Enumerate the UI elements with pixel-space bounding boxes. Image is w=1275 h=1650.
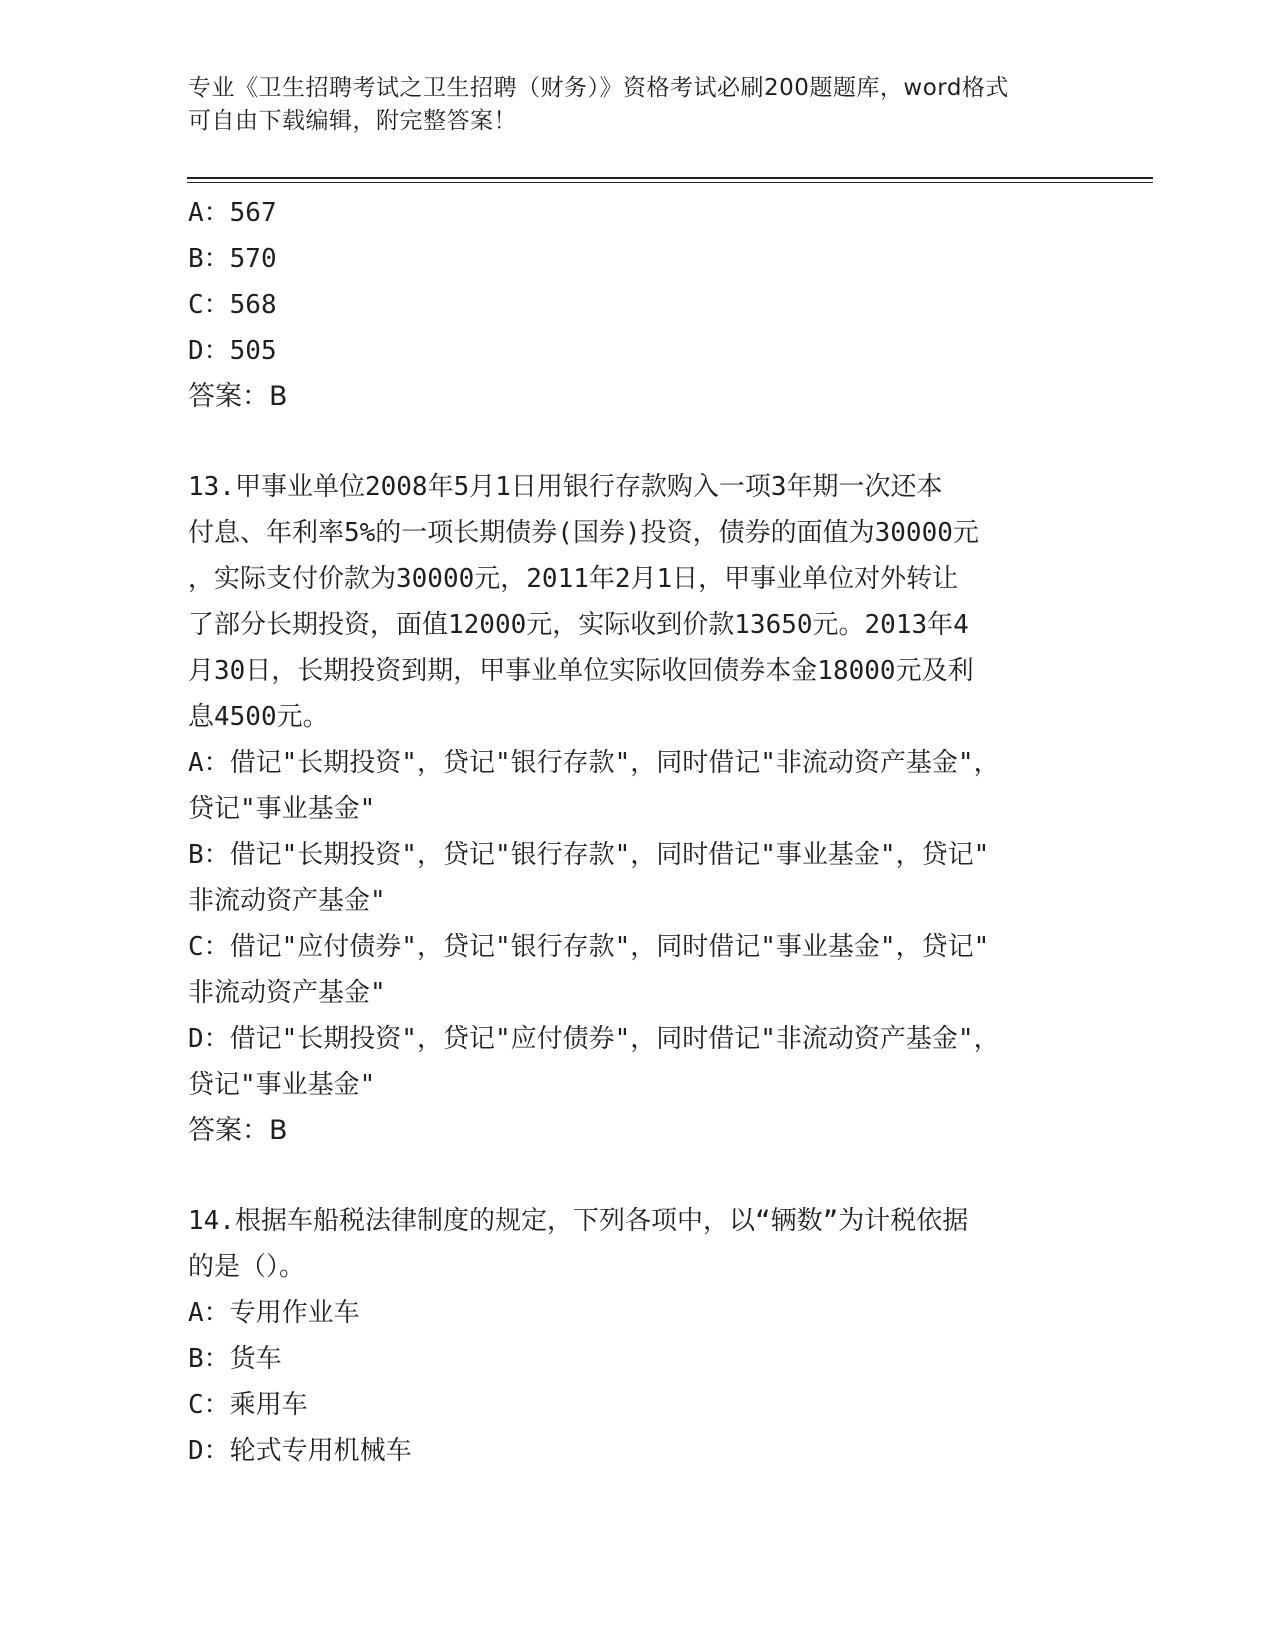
q13-option-d: D：借记"长期投资"，贷记"应付债券"，同时借记"非流动资产基金"， — [188, 1024, 1000, 1054]
q13-answer: 答案：B — [188, 1115, 288, 1146]
q13-stem-line-1: 13.甲事业单位2008年5月1日用银行存款购入一项3年期一次还本 — [188, 472, 943, 502]
question-spacer — [188, 1154, 1078, 1198]
q14-option-d: D：轮式专用机械车 — [188, 1436, 412, 1466]
question-13-block — [188, 464, 1078, 1154]
q13-stem-line-6: 息4500元。 — [188, 702, 329, 732]
q12-option-d: D：505 — [188, 336, 277, 366]
page-header — [188, 72, 1068, 138]
q12-option-a: A：567 — [188, 198, 277, 228]
q14-option-c: C：乘用车 — [188, 1390, 308, 1420]
header-divider-thin — [187, 182, 1153, 183]
header-divider-thick — [187, 177, 1153, 179]
header-title-line-2: 可自由下载编辑，附完整答案！ — [188, 108, 517, 134]
q13-option-a-cont: 贷记"事业基金" — [188, 794, 376, 824]
q13-option-a: A：借记"长期投资"，贷记"银行存款"，同时借记"非流动资产基金"， — [188, 748, 1000, 778]
q14-option-b: B：货车 — [188, 1344, 282, 1374]
q13-stem-line-5: 月30日，长期投资到期，甲事业单位实际收回债券本金18000元及利 — [188, 656, 974, 686]
q13-stem-line-3: ，实际支付价款为30000元，2011年2月1日，甲事业单位对外转让 — [188, 564, 959, 594]
q13-option-c-cont: 非流动资产基金" — [188, 978, 386, 1008]
q13-option-b: B：借记"长期投资"，贷记"银行存款"，同时借记"事业基金"，贷记" — [188, 840, 990, 870]
q14-option-a: A：专用作业车 — [188, 1298, 360, 1328]
question-12-block — [188, 190, 1078, 420]
q13-stem-line-4: 了部分长期投资，面值12000元，实际收到价款13650元。2013年4 — [188, 610, 969, 640]
q14-stem-line-2: 的是（）。 — [188, 1252, 306, 1282]
q12-answer: 答案：B — [188, 381, 288, 412]
q13-stem-line-2: 付息、年利率5%的一项长期债券(国券)投资，债券的面值为30000元 — [188, 518, 979, 548]
question-14-block — [188, 1198, 1078, 1474]
q12-option-c: C：568 — [188, 290, 277, 320]
question-spacer — [188, 420, 1078, 464]
q13-option-c: C：借记"应付债券"，贷记"银行存款"，同时借记"事业基金"，贷记" — [188, 932, 990, 962]
q14-stem-line-1: 14.根据车船税法律制度的规定，下列各项中，以“辆数”为计税依据 — [188, 1206, 969, 1236]
q13-option-d-cont: 贷记"事业基金" — [188, 1070, 376, 1100]
q12-option-b: B：570 — [188, 244, 277, 274]
q13-option-b-cont: 非流动资产基金" — [188, 886, 386, 916]
header-title-line-1: 专业《卫生招聘考试之卫生招聘（财务）》资格考试必刷200题题库，word格式 — [188, 75, 1009, 101]
document-body — [188, 190, 1078, 1474]
